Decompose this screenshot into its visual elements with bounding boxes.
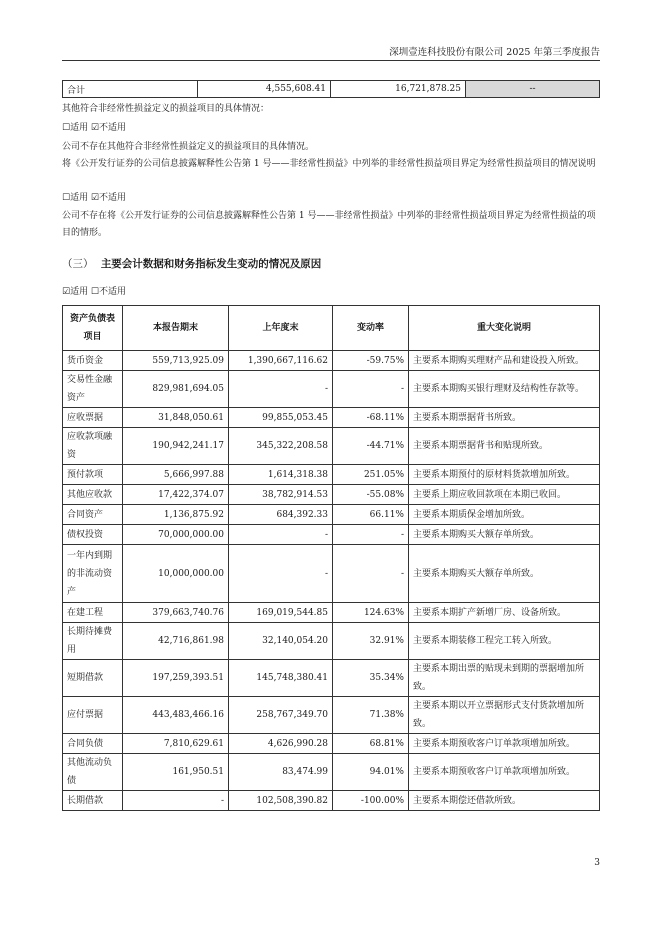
table-row	[63, 351, 600, 371]
row-item: 货币资金	[63, 351, 123, 371]
row-change-rate: 32.91%	[333, 623, 409, 660]
table-row	[63, 81, 600, 98]
table-row	[63, 545, 600, 603]
row-explanation: 主要系本期预收客户订单款项增加所致。	[409, 754, 600, 791]
row-period-end: 7,810,629.61	[123, 734, 229, 754]
row-change-rate: -68.11%	[333, 408, 409, 428]
table-row	[63, 754, 600, 791]
row-item: 合同资产	[63, 505, 123, 525]
row-prior-year-end: 345,322,208.58	[229, 428, 333, 465]
table-body	[63, 351, 600, 811]
row-prior-year-end: 1,390,667,116.62	[229, 351, 333, 371]
summary-note: --	[466, 81, 600, 98]
row-explanation: 主要系本期购买大额存单所致。	[409, 545, 600, 603]
section-title: 主要会计数据和财务指标发生变动的情况及原因	[100, 258, 322, 270]
column-header: 重大变化说明	[409, 306, 600, 351]
row-change-rate: 94.01%	[333, 754, 409, 791]
row-prior-year-end: -	[229, 525, 333, 545]
row-prior-year-end: 32,140,054.20	[229, 623, 333, 660]
paragraph: 公司不存在将《公开发行证券的公司信息披露解释性公告第 1 号——非经常性损益》中列举的非经常性损益项目界定为经常性损益的项目的情形。	[62, 211, 596, 238]
summary-ytd: 16,721,878.25	[331, 81, 466, 98]
row-prior-year-end: 684,392.33	[229, 505, 333, 525]
row-item: 短期借款	[63, 660, 123, 697]
column-header: 本报告期末	[123, 306, 229, 351]
row-prior-year-end: 83,474.99	[229, 754, 333, 791]
row-explanation: 主要系上期应收回款项在本期已收回。	[409, 485, 600, 505]
section-number: （三）	[62, 258, 94, 270]
summary-label: 合计	[63, 81, 198, 98]
row-item: 在建工程	[63, 603, 123, 623]
row-period-end: 42,716,861.98	[123, 623, 229, 660]
row-change-rate: -	[333, 371, 409, 408]
applicable-options: ☑适用 ☐不适用	[62, 287, 126, 297]
summary-table	[62, 80, 600, 98]
row-explanation: 主要系本期扩产新增厂房、设备所致。	[409, 603, 600, 623]
row-period-end: 559,713,925.09	[123, 351, 229, 371]
row-change-rate: -	[333, 525, 409, 545]
row-item: 应付票据	[63, 697, 123, 734]
row-change-rate: 68.81%	[333, 734, 409, 754]
table-row	[63, 660, 600, 697]
row-period-end: 10,000,000.00	[123, 545, 229, 603]
row-item: 预付款项	[63, 465, 123, 485]
row-period-end: 5,666,997.88	[123, 465, 229, 485]
table-row	[63, 408, 600, 428]
row-change-rate: -100.00%	[333, 791, 409, 811]
summary-current: 4,555,608.41	[198, 81, 331, 98]
row-item: 交易性金融资产	[63, 371, 123, 408]
row-change-rate: 35.34%	[333, 660, 409, 697]
row-explanation: 主要系本期出票的贴现未到期的票据增加所致。	[409, 660, 600, 697]
row-item: 债权投资	[63, 525, 123, 545]
row-explanation: 主要系本期购买银行理财及结构性存款等。	[409, 371, 600, 408]
row-prior-year-end: 169,019,544.85	[229, 603, 333, 623]
row-item: 长期借款	[63, 791, 123, 811]
row-explanation: 主要系本期购买理财产品和建设投入所致。	[409, 351, 600, 371]
row-item: 合同负债	[63, 734, 123, 754]
table-row	[63, 734, 600, 754]
row-prior-year-end: -	[229, 371, 333, 408]
row-prior-year-end: 4,626,990.28	[229, 734, 333, 754]
row-period-end: 190,942,241.17	[123, 428, 229, 465]
table-row	[63, 603, 600, 623]
row-period-end: 443,483,466.16	[123, 697, 229, 734]
row-explanation: 主要系本期质保金增加所致。	[409, 505, 600, 525]
row-item: 其他应收款	[63, 485, 123, 505]
row-explanation: 主要系本期票据背书和贴现所致。	[409, 428, 600, 465]
row-explanation: 主要系本期票据背书所致。	[409, 408, 600, 428]
row-prior-year-end: 1,614,318.38	[229, 465, 333, 485]
row-prior-year-end: 99,855,053.45	[229, 408, 333, 428]
applicable-options: ☐适用 ☑不适用	[62, 193, 126, 203]
row-change-rate: -	[333, 545, 409, 603]
table-row	[63, 371, 600, 408]
table-row	[63, 791, 600, 811]
row-explanation: 主要系本期装修工程完工转入所致。	[409, 623, 600, 660]
row-change-rate: 251.05%	[333, 465, 409, 485]
row-explanation: 主要系本期以开立票据形式支付货款增加所致。	[409, 697, 600, 734]
row-period-end: 379,663,740.76	[123, 603, 229, 623]
table-row	[63, 525, 600, 545]
page-header	[62, 40, 600, 61]
row-item: 应收票据	[63, 408, 123, 428]
section-heading	[62, 256, 321, 271]
row-prior-year-end: 258,767,349.70	[229, 697, 333, 734]
row-period-end: 829,981,694.05	[123, 371, 229, 408]
row-explanation: 主要系本期预付的原材料货款增加所致。	[409, 465, 600, 485]
balance-sheet-changes-table	[62, 305, 600, 811]
row-item: 一年内到期的非流动资产	[63, 545, 123, 603]
row-change-rate: 66.11%	[333, 505, 409, 525]
table-row	[63, 623, 600, 660]
table-row	[63, 485, 600, 505]
row-change-rate: -59.75%	[333, 351, 409, 371]
column-header: 资产负债表项目	[63, 306, 123, 351]
row-period-end: 31,848,050.61	[123, 408, 229, 428]
row-period-end: -	[123, 791, 229, 811]
row-change-rate: 124.63%	[333, 603, 409, 623]
row-prior-year-end: 145,748,380.41	[229, 660, 333, 697]
column-header: 变动率	[333, 306, 409, 351]
report-title: 深圳壹连科技股份有限公司 2025 年第三季度报告	[389, 47, 600, 58]
row-item: 应收款项融资	[63, 428, 123, 465]
row-period-end: 197,259,393.51	[123, 660, 229, 697]
row-period-end: 17,422,374.07	[123, 485, 229, 505]
column-header: 上年度末	[229, 306, 333, 351]
paragraph: 其他符合非经常性损益定义的损益项目的具体情况：	[62, 104, 270, 114]
row-explanation: 主要系本期购买大额存单所致。	[409, 525, 600, 545]
paragraph: 将《公开发行证券的公司信息披露解释性公告第 1 号——非经常性损益》中列举的非经常性损益项目界定为经常性损益项目的情况说明	[62, 159, 596, 169]
row-period-end: 70,000,000.00	[123, 525, 229, 545]
row-item: 其他流动负债	[63, 754, 123, 791]
table-row	[63, 465, 600, 485]
row-prior-year-end: 102,508,390.82	[229, 791, 333, 811]
row-change-rate: -44.71%	[333, 428, 409, 465]
row-item: 长期待摊费用	[63, 623, 123, 660]
row-explanation: 主要系本期预收客户订单款项增加所致。	[409, 734, 600, 754]
row-change-rate: -55.08%	[333, 485, 409, 505]
page-number: 3	[594, 858, 600, 868]
row-explanation: 主要系本期偿还借款所致。	[409, 791, 600, 811]
row-change-rate: 71.38%	[333, 697, 409, 734]
table-row	[63, 697, 600, 734]
applicable-options: ☐适用 ☑不适用	[62, 123, 126, 133]
row-period-end: 1,136,875.92	[123, 505, 229, 525]
table-row	[63, 505, 600, 525]
table-row	[63, 428, 600, 465]
row-prior-year-end: -	[229, 545, 333, 603]
row-period-end: 161,950.51	[123, 754, 229, 791]
table-header-row	[63, 306, 600, 351]
row-prior-year-end: 38,782,914.53	[229, 485, 333, 505]
paragraph: 公司不存在其他符合非经常性损益定义的损益项目的具体情况。	[62, 142, 315, 152]
